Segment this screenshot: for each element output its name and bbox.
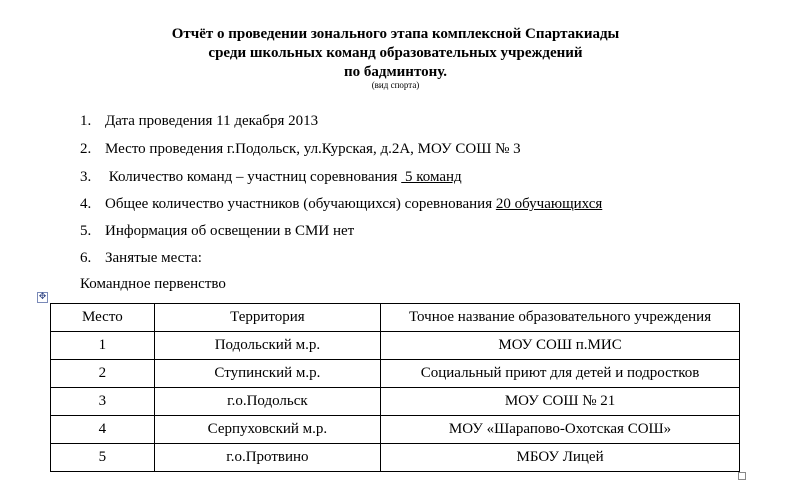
cell-institution: МОУ СОШ № 21 [381, 388, 740, 416]
cell-place: 5 [51, 444, 155, 472]
cell-territory: г.о.Подольск [154, 388, 380, 416]
header-institution: Точное название образовательного учреждения [381, 304, 740, 332]
list-item-number: 1. [80, 113, 92, 129]
list-item-participant-count [80, 195, 602, 213]
report-title-line-3: по бадминтону. [343, 64, 448, 80]
list-item-number: 5. [80, 223, 92, 239]
header-place: Место [51, 304, 155, 332]
cell-territory: Серпуховский м.р. [154, 416, 380, 444]
list-item-text: Занятые места: [105, 250, 202, 266]
cell-institution: МБОУ Лицей [381, 444, 740, 472]
list-item-date [80, 112, 318, 130]
sport-type-note: (вид спорта) [371, 80, 420, 90]
cell-institution: Социальный приют для детей и подростков [381, 360, 740, 388]
cell-institution: МОУ «Шарапово-Охотская СОШ» [381, 416, 740, 444]
table-header-row [51, 304, 740, 332]
list-item-text: Информация об освещении в СМИ нет [105, 223, 355, 239]
results-table [50, 303, 740, 472]
cell-place: 3 [51, 388, 155, 416]
header-territory: Территория [154, 304, 380, 332]
list-item-location [80, 140, 521, 158]
list-item-media [80, 222, 354, 240]
table-row [51, 332, 740, 360]
list-item-underlined-value: 20 обучающихся [495, 196, 603, 212]
list-item-places [80, 249, 202, 267]
list-item-text: Дата проведения 11 декабря 2013 [105, 113, 319, 129]
cell-territory: Подольский м.р. [154, 332, 380, 360]
list-item-text: Общее количество участников (обучающихся) соревнования [105, 196, 496, 212]
list-item-number: 6. [80, 250, 92, 266]
table-row [51, 416, 740, 444]
table-move-handle-icon[interactable]: ✥ [38, 292, 47, 302]
cell-place: 1 [51, 332, 155, 360]
cell-territory: г.о.Протвино [154, 444, 380, 472]
table-resize-handle-icon[interactable] [738, 472, 746, 480]
team-standings-caption: Командное первенство [80, 276, 226, 292]
list-item-number: 4. [80, 196, 92, 212]
cell-place: 4 [51, 416, 155, 444]
list-item-text: Количество команд – участниц соревнования [105, 169, 402, 185]
cell-place: 2 [51, 360, 155, 388]
table-row [51, 444, 740, 472]
report-title-line-2: среди школьных команд образовательных учреждений [208, 45, 583, 61]
list-item-team-count [80, 168, 462, 186]
list-item-number: 2. [80, 141, 92, 157]
report-title-line-1: Отчёт о проведении зонального этапа комплексной Спартакиады [171, 26, 620, 42]
cell-territory: Ступинский м.р. [154, 360, 380, 388]
list-item-text: Место проведения г.Подольск, ул.Курская, д.2А, МОУ СОШ № 3 [105, 141, 521, 157]
list-item-underlined-value: 5 команд [401, 169, 462, 185]
cell-institution: МОУ СОШ п.МИС [381, 332, 740, 360]
table-row [51, 360, 740, 388]
list-item-number: 3. [80, 169, 92, 185]
table-row [51, 388, 740, 416]
